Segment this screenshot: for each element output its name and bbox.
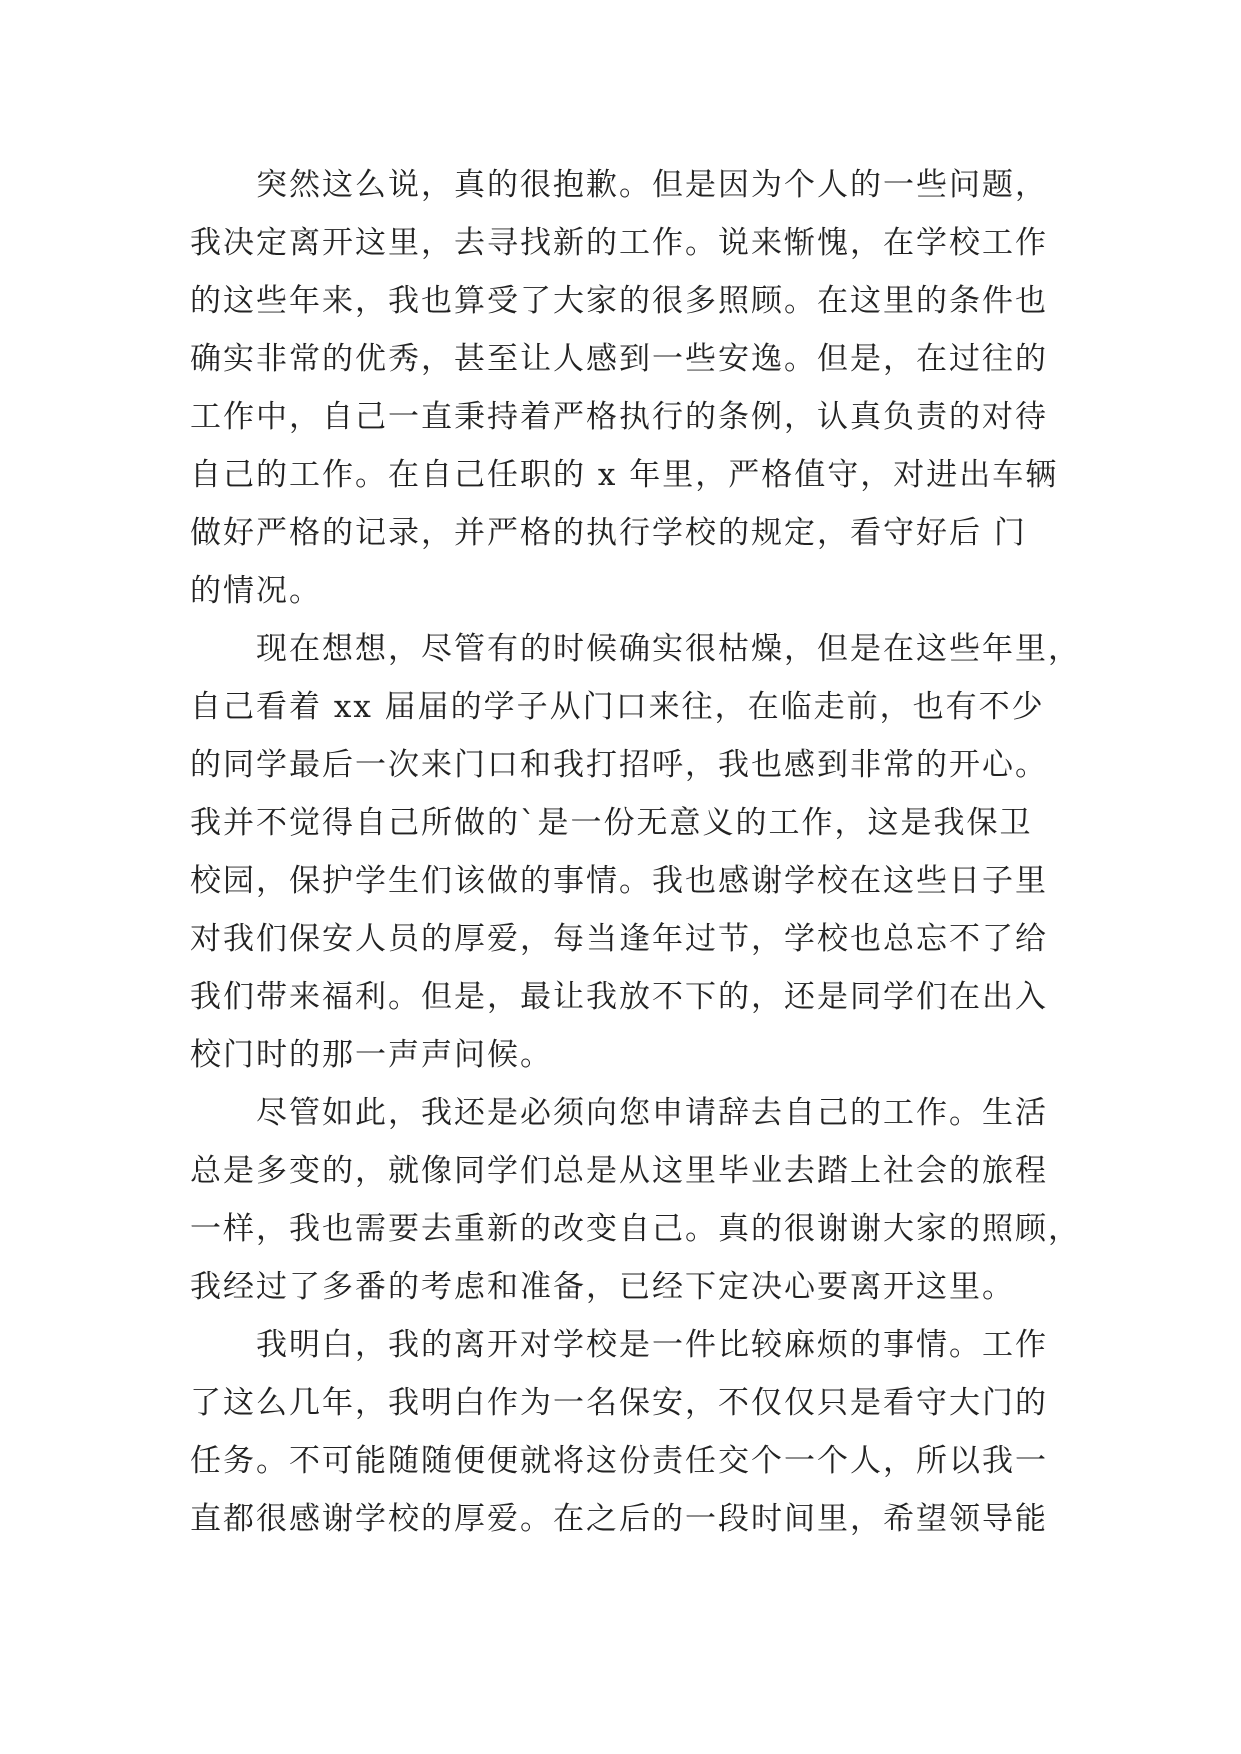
document-body bbox=[190, 156, 1081, 1548]
paragraph-line: 总是多变的，就像同学们总是从这里毕业去踏上社会的旅程 bbox=[190, 1153, 1048, 1189]
paragraph-line: 的这些年来，我也算受了大家的很多照顾。在这里的条件也 bbox=[190, 283, 1048, 319]
paragraph-1 bbox=[190, 156, 1059, 620]
paragraph-line: 突然这么说，真的很抱歉。但是因为个人的一些问题， bbox=[256, 167, 1048, 203]
paragraph-line: 直都很感谢学校的厚爱。在之后的一段时间里，希望领导能 bbox=[190, 1501, 1048, 1537]
paragraph-4 bbox=[190, 1316, 1050, 1548]
paragraph-line: 现在想想，尽管有的时候确实很枯燥，但是在这些年里， bbox=[256, 631, 1081, 667]
paragraph-line: 对我们保安人员的厚爱，每当逢年过节，学校也总忘不了给 bbox=[190, 921, 1048, 957]
paragraph-line: 的情况。 bbox=[190, 573, 322, 609]
paragraph-line: 校园，保护学生们该做的事情。我也感谢学校在这些日子里 bbox=[190, 863, 1048, 899]
paragraph-line: 自己的工作。在自己任职的 x 年里，严格值守，对进出车辆 bbox=[190, 457, 1059, 493]
paragraph-line: 我决定离开这里，去寻找新的工作。说来惭愧，在学校工作 bbox=[190, 225, 1048, 261]
paragraph-line: 我经过了多番的考虑和准备，已经下定决心要离开这里。 bbox=[190, 1269, 1015, 1305]
paragraph-line: 任务。不可能随随便便就将这份责任交个一个人，所以我一 bbox=[190, 1443, 1048, 1479]
paragraph-line: 校门时的那一声声问候。 bbox=[190, 1037, 553, 1073]
paragraph-line: 尽管如此，我还是必须向您申请辞去自己的工作。生活 bbox=[256, 1095, 1048, 1131]
paragraph-line: 的同学最后一次来门口和我打招呼，我也感到非常的开心。 bbox=[190, 747, 1048, 783]
paragraph-line: 我明白，我的离开对学校是一件比较麻烦的事情。工作 bbox=[256, 1327, 1048, 1363]
paragraph-line: 我并不觉得自己所做的`是一份无意义的工作，这是我保卫 bbox=[190, 805, 1033, 841]
paragraph-line: 做好严格的记录，并严格的执行学校的规定，看守好后 门 bbox=[190, 515, 1027, 551]
paragraph-3 bbox=[190, 1084, 1081, 1316]
paragraph-line: 了这么几年，我明白作为一名保安，不仅仅只是看守大门的 bbox=[190, 1385, 1048, 1421]
paragraph-line: 一样，我也需要去重新的改变自己。真的很谢谢大家的照顾， bbox=[190, 1211, 1081, 1247]
paragraph-line: 工作中，自己一直秉持着严格执行的条例，认真负责的对待 bbox=[190, 399, 1048, 435]
paragraph-line: 我们带来福利。但是，最让我放不下的，还是同学们在出入 bbox=[190, 979, 1048, 1015]
paragraph-line: 确实非常的优秀，甚至让人感到一些安逸。但是，在过往的 bbox=[190, 341, 1048, 377]
paragraph-line: 自己看着 xx 届届的学子从门口来往，在临走前，也有不少 bbox=[190, 689, 1045, 725]
paragraph-2 bbox=[190, 620, 1081, 1084]
